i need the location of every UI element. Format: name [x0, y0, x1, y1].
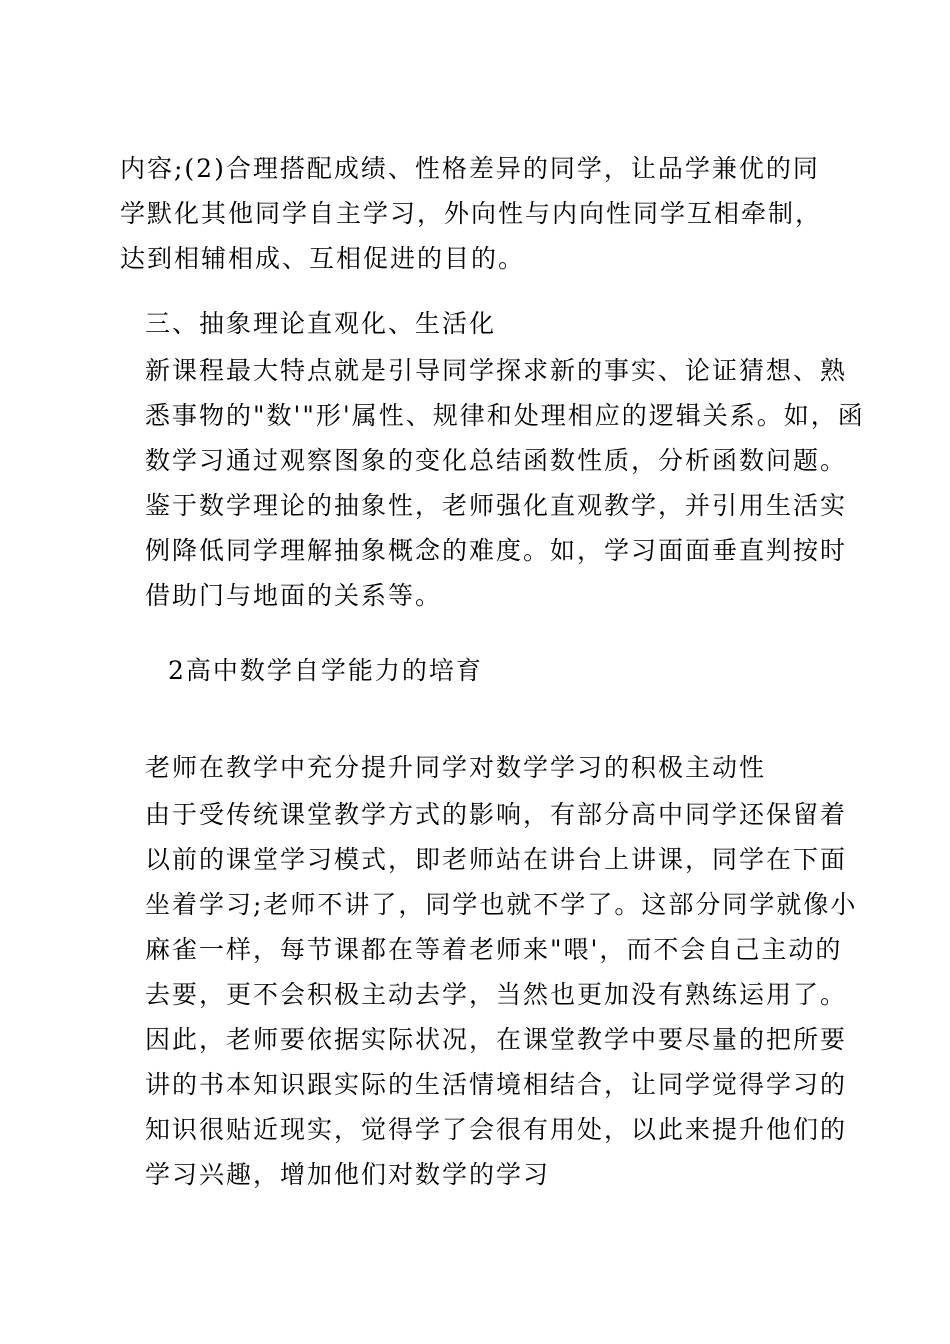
section-heading-3: 三、抽象理论直观化、生活化 — [145, 309, 497, 338]
subsection-heading: 老师在教学中充分提升同学对数学学习的积极主动性 — [145, 753, 767, 782]
body-paragraph-1: 内容;(2)合理搭配成绩、性格差异的同学，让品学兼优的同学默化其他同学自主学习，外向性与内向性同学互相牵制，达到相辅相成、互相促进的目的。 — [120, 154, 823, 273]
body-paragraph-2: 新课程最大特点就是引导同学探求新的事实、论证猜想、熟悉事物的"数'"形'属性、规律和处理相应的逻辑关系。如，函数学习通过观察图象的变化总结函数性质，分析函数问题。鉴于数学理论的抽象性，老师强化直观教学，并引用生活实例降低同学理解抽象概念的难度。如，学习面面垂直判按时借助门与地面的关系等。 — [145, 356, 865, 610]
section-heading-2: 2高中数学自学能力的培育 — [168, 656, 483, 685]
body-paragraph-3: 由于受传统课堂教学方式的影响，有部分高中同学还保留着以前的课堂学习模式，即老师站在讲台上讲课，同学在下面坐着学习;老师不讲了，同学也就不学了。这部分同学就像小麻雀一样，每节课都在等着老师来"喂'，而不会自己主动的去要，更不会积极主动去学，当然也更加没有熟练运用了。因此，老师要依据实际状况，在课堂教学中要尽量的把所要讲的书本知识跟实际的生活情境相结合，让同学觉得学习的知识很贴近现实，觉得学了会很有用处，以此来提升他们的学习兴趣，增加他们对数学的学习 — [145, 800, 858, 1189]
